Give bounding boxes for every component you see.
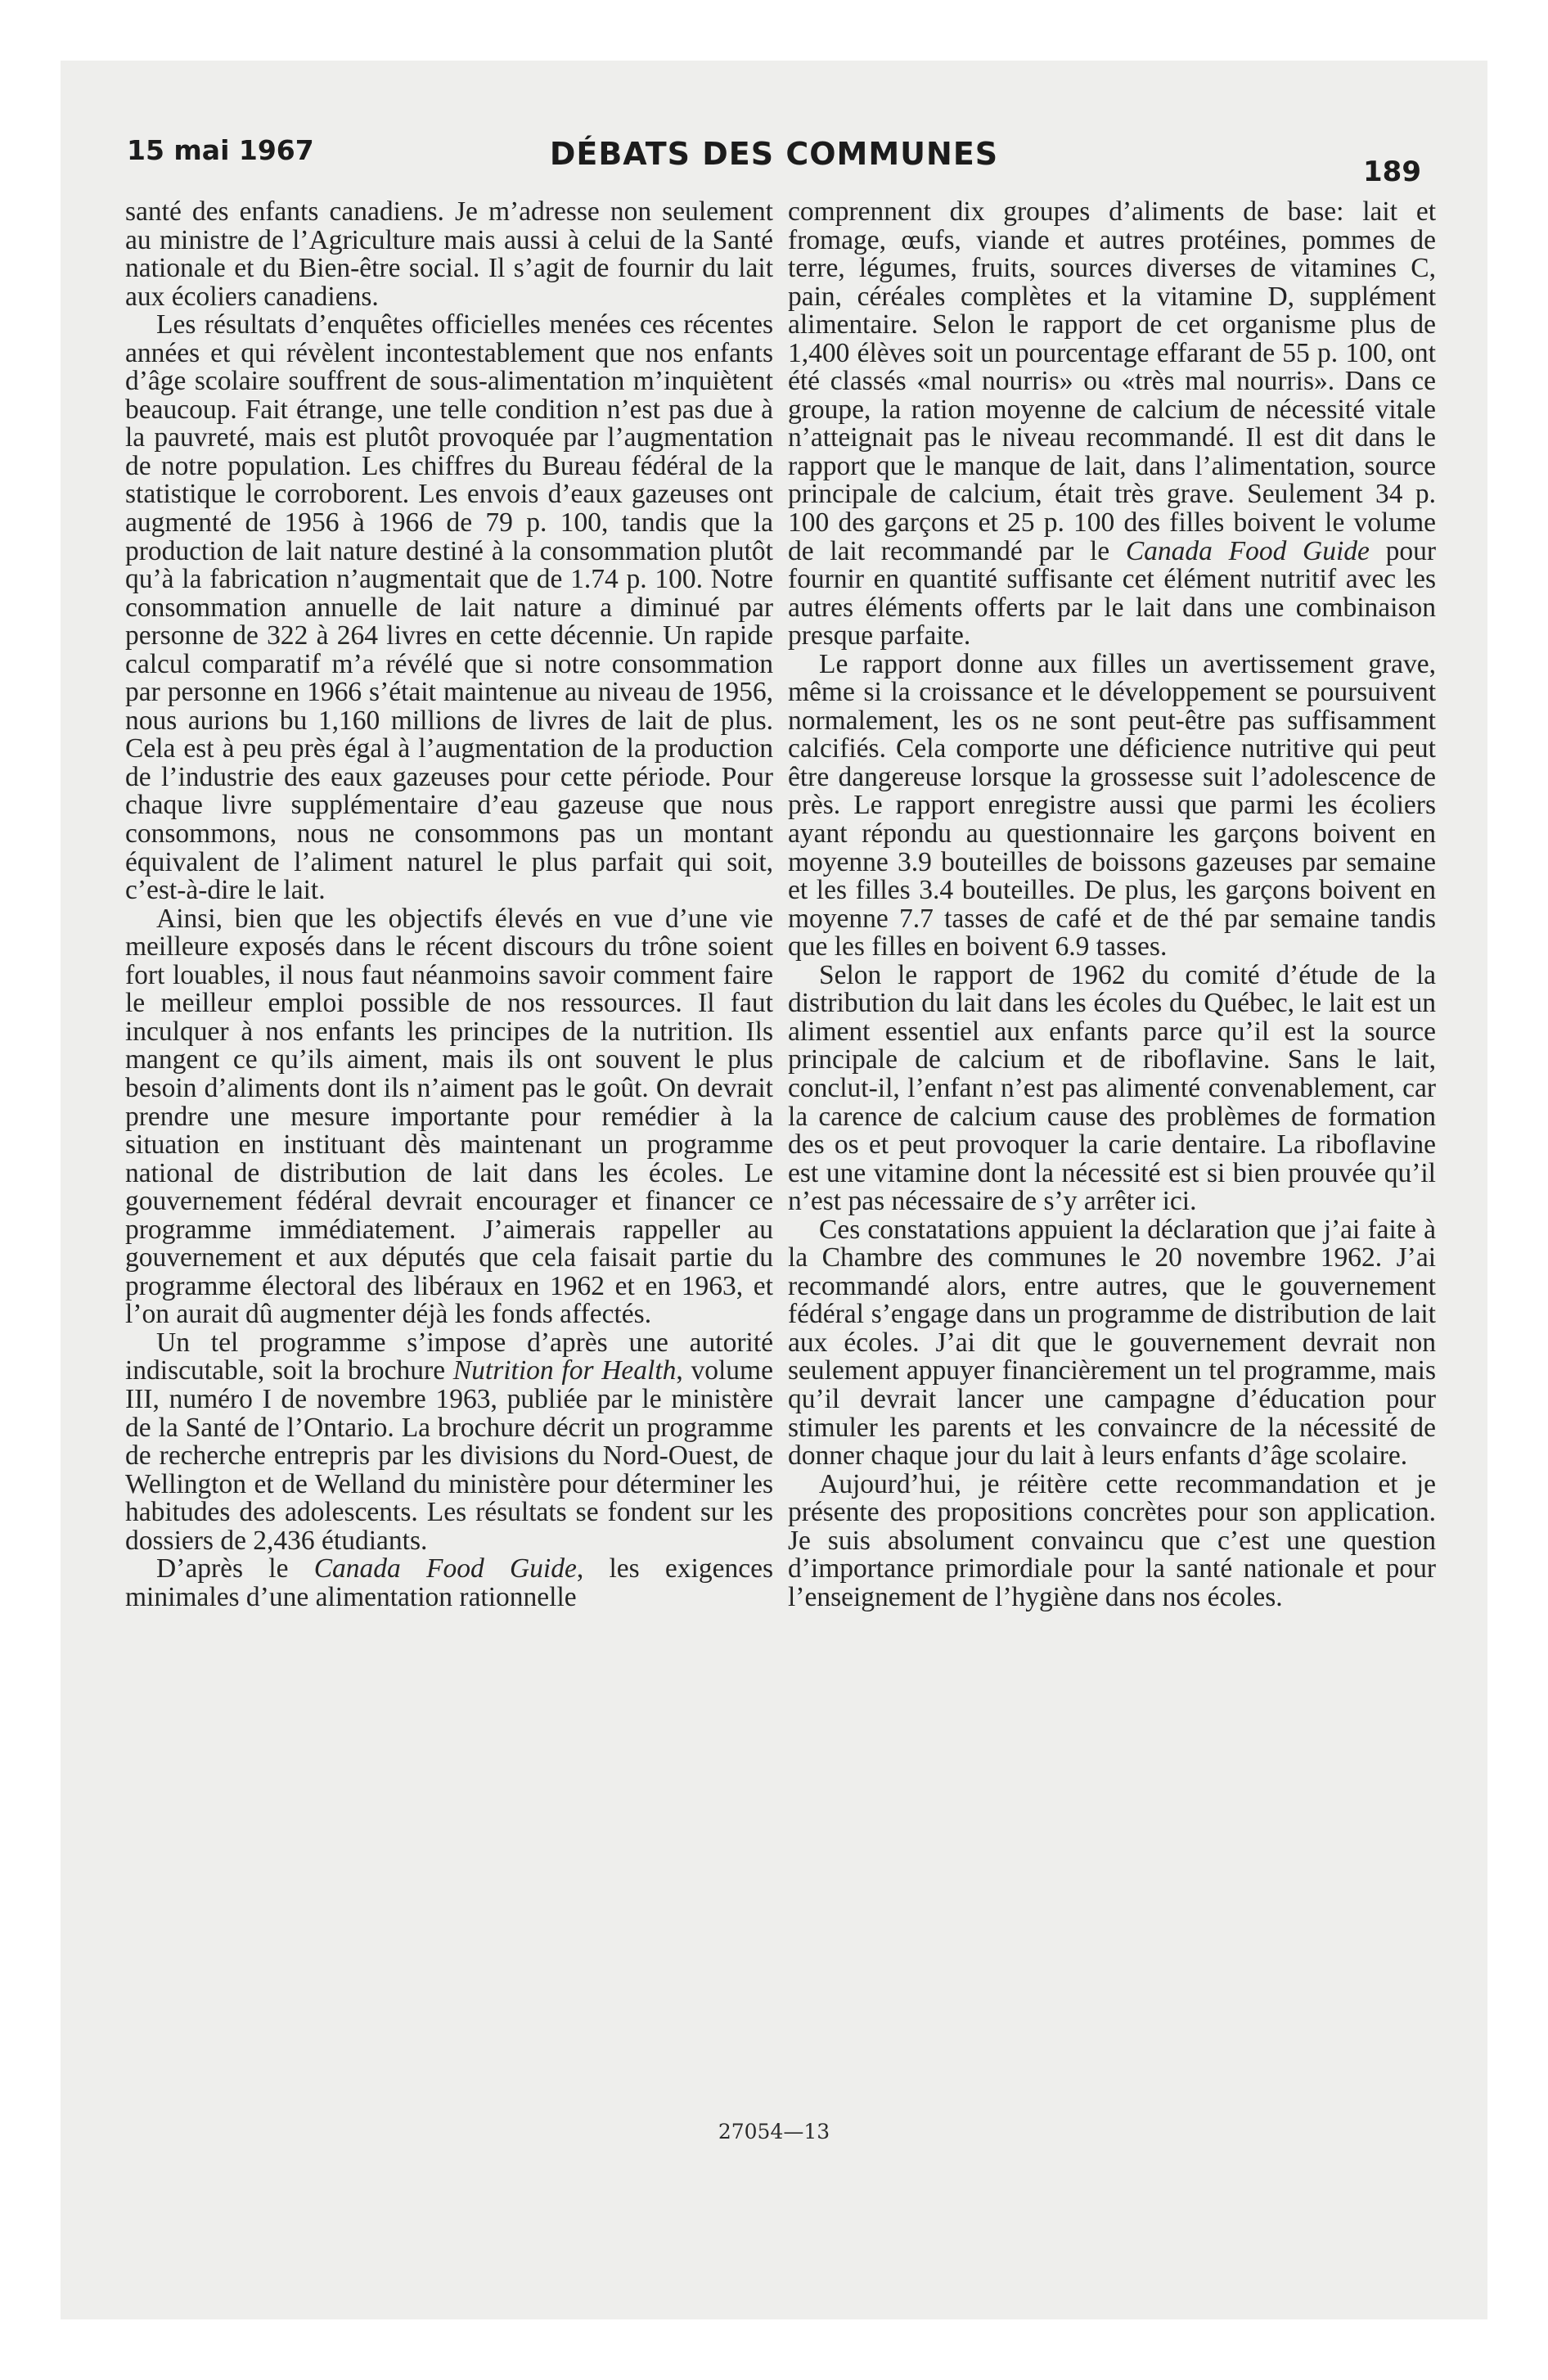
page-number: 189	[1363, 156, 1421, 188]
paragraph: D’après le Canada Food Guide, les exigences minimales d’une alimentation rationnelle	[125, 1553, 773, 1612]
header-date: 15 mai 1967	[127, 134, 314, 166]
right-column	[788, 198, 1436, 1611]
publication-title: Canada Food Guide	[313, 1553, 577, 1584]
left-column	[125, 198, 773, 1611]
paragraph: Ces constatations appuient la déclaration que j’ai faite à la Chambre des communes le 20 novembre 1962. J’ai recommandé alors, entre autres, que le gouvernement fédéral s’engage dans un programme de distribution de lait aux écoles. J’ai dit que le gouvernement devrait non seulement appuyer financièrement un tel programme, mais qu’il devrait lancer une campagne d’éducation pour stimuler les parents et les convaincre de la nécessité de donner chaque jour du lait à leurs enfants d’âge scolaire.	[788, 1214, 1436, 1472]
header-title: DÉBATS DES COMMUNES	[549, 136, 999, 172]
paragraph: Aujourd’hui, je réitère cette recommandation et je présente des propositions concrètes pour son application. Je suis absolument convaincu que c’est une question d’importance primordiale pour la santé nationale et pour l’enseignement de l’hygiène dans nos écoles.	[788, 1468, 1436, 1612]
page-footer-signature: 27054—13	[718, 2120, 830, 2143]
paragraph: Un tel programme s’impose d’après une autorité indiscutable, soit la brochure Nutrition for Health, volume III, numéro I de novembre 1963, publiée par le ministère de la Santé de l’Ontario. La brochure décrit un programme de recherche entrepris par les divisions du Nord-Ouest, de Wellington et de Welland du ministère pour déterminer les habitudes des adolescents. Les résultats se fondent sur les dossiers de 2,436 étudiants.	[125, 1327, 773, 1556]
paragraph: Le rapport donne aux filles un avertissement grave, même si la croissance et le développement se poursuivent normalement, les os ne sont peut-être pas suffisamment calcifiés. Cela comporte une déficience nutritive qui peut être dangereuse lorsque la grossesse suit l’adolescence de près. Le rapport enregistre aussi que parmi les écoliers ayant répondu au questionnaire les garçons boivent en moyenne 3.9 bouteilles de boissons gazeuses par semaine et les filles 3.4 bouteilles. De plus, les garçons boivent en moyenne 7.7 tasses de café et de thé par semaine tandis que les filles en boivent 6.9 tasses.	[788, 648, 1436, 962]
paragraph: Ainsi, bien que les objectifs élevés en vue d’une vie meilleure exposés dans le récent discours du trône soient fort louables, il nous faut néanmoins savoir comment faire le meilleur emploi possible de nos ressources. Il faut inculquer à nos enfants les principes de la nutrition. Ils mangent ce qu’ils aiment, mais ils ont souvent le plus besoin d’aliments dont ils n’aiment pas le goût. On devrait prendre une mesure importante pour remédier à la situation en instituant dès maintenant un programme national de distribution de lait dans les écoles. Le gouvernement fédéral devrait encourager et financer ce programme immédiatement. J’aimerais rappeller au gouvernement et aux députés que cela faisait partie du programme électoral des libéraux en 1962 et en 1963, et l’on aurait dû augmenter déjà les fonds affectés.	[125, 903, 773, 1330]
publication-title: Canada Food Guide	[1125, 535, 1370, 566]
paragraph: comprennent dix groupes d’aliments de base: lait et fromage, œufs, viande et autres protéines, pommes de terre, légumes, fruits, sources diverses de vitamines C, pain, céréales complètes et la vitamine D, supplément alimentaire. Selon le rapport de cet organisme plus de 1,400 élèves soit un pourcentage effarant de 55 p. 100, ont été classés «mal nourris» ou «très mal nourris». Dans ce groupe, la ration moyenne de calcium de nécessité vitale n’atteignait pas le niveau recommandé. Il est dit dans le rapport que le manque de lait, dans l’alimentation, source principale de calcium, était très grave. Seulement 34 p. 100 des garçons et 25 p. 100 des filles boivent le volume de lait recommandé par le Canada Food Guide pour fournir en quantité suffisante cet élément nutritif avec les autres éléments offerts par le lait dans une combinaison presque parfaite.	[788, 196, 1437, 651]
paragraph: santé des enfants canadiens. Je m’adresse non seulement au ministre de l’Agriculture mais aussi à celui de la Santé nationale et du Bien-être social. Il s’agit de fournir du lait aux écoliers canadiens.	[125, 196, 773, 312]
paragraph: Les résultats d’enquêtes officielles menées ces récentes années et qui révèlent incontestablement que nos enfants d’âge scolaire souffrent de sous-alimentation m’inquiètent beaucoup. Fait étrange, une telle condition n’est pas due à la pauvreté, mais est plutôt provoquée par l’augmentation de notre population. Les chiffres du Bureau fédéral de la statistique le corroborent. Les envois d’eaux gazeuses ont augmenté de 1956 à 1966 de 79 p. 100, tandis que la production de lait nature destiné à la consommation plutôt qu’à la fabrication n’augmentait que de 1.74 p. 100. Notre consommation annuelle de lait nature a diminué par personne de 322 à 264 livres en cette décennie. Un rapide calcul comparatif m’a révélé que si notre consommation par personne en 1966 s’était maintenue au niveau de 1956, nous aurions bu 1,160 millions de livres de lait de plus. Cela est à peu près égal à l’augmentation de la production de l’industrie des eaux gazeuses pour cette période. Pour chaque livre supplémentaire d’eau gazeuse que nous consommons, nous ne consommons pas un montant équivalent de l’aliment naturel le plus parfait qui soit, c’est-à-dire le lait.	[125, 309, 773, 906]
publication-title: Nutrition for Health	[452, 1355, 677, 1386]
page-header	[127, 131, 1421, 188]
paragraph: Selon le rapport de 1962 du comité d’étude de la distribution du lait dans les écoles du Québec, le lait est un aliment essentiel aux enfants parce qu’il est la source principale de calcium et de riboflavine. Sans le lait, conclut-il, l’enfant n’est pas alimenté convenablement, car la carence de calcium cause des problèmes de formation des os et peut provoquer la carie dentaire. La riboflavine est une vitamine dont la nécessité est si bien prouvée qu’il n’est pas nécessaire de s’y arrêter ici.	[788, 959, 1436, 1217]
